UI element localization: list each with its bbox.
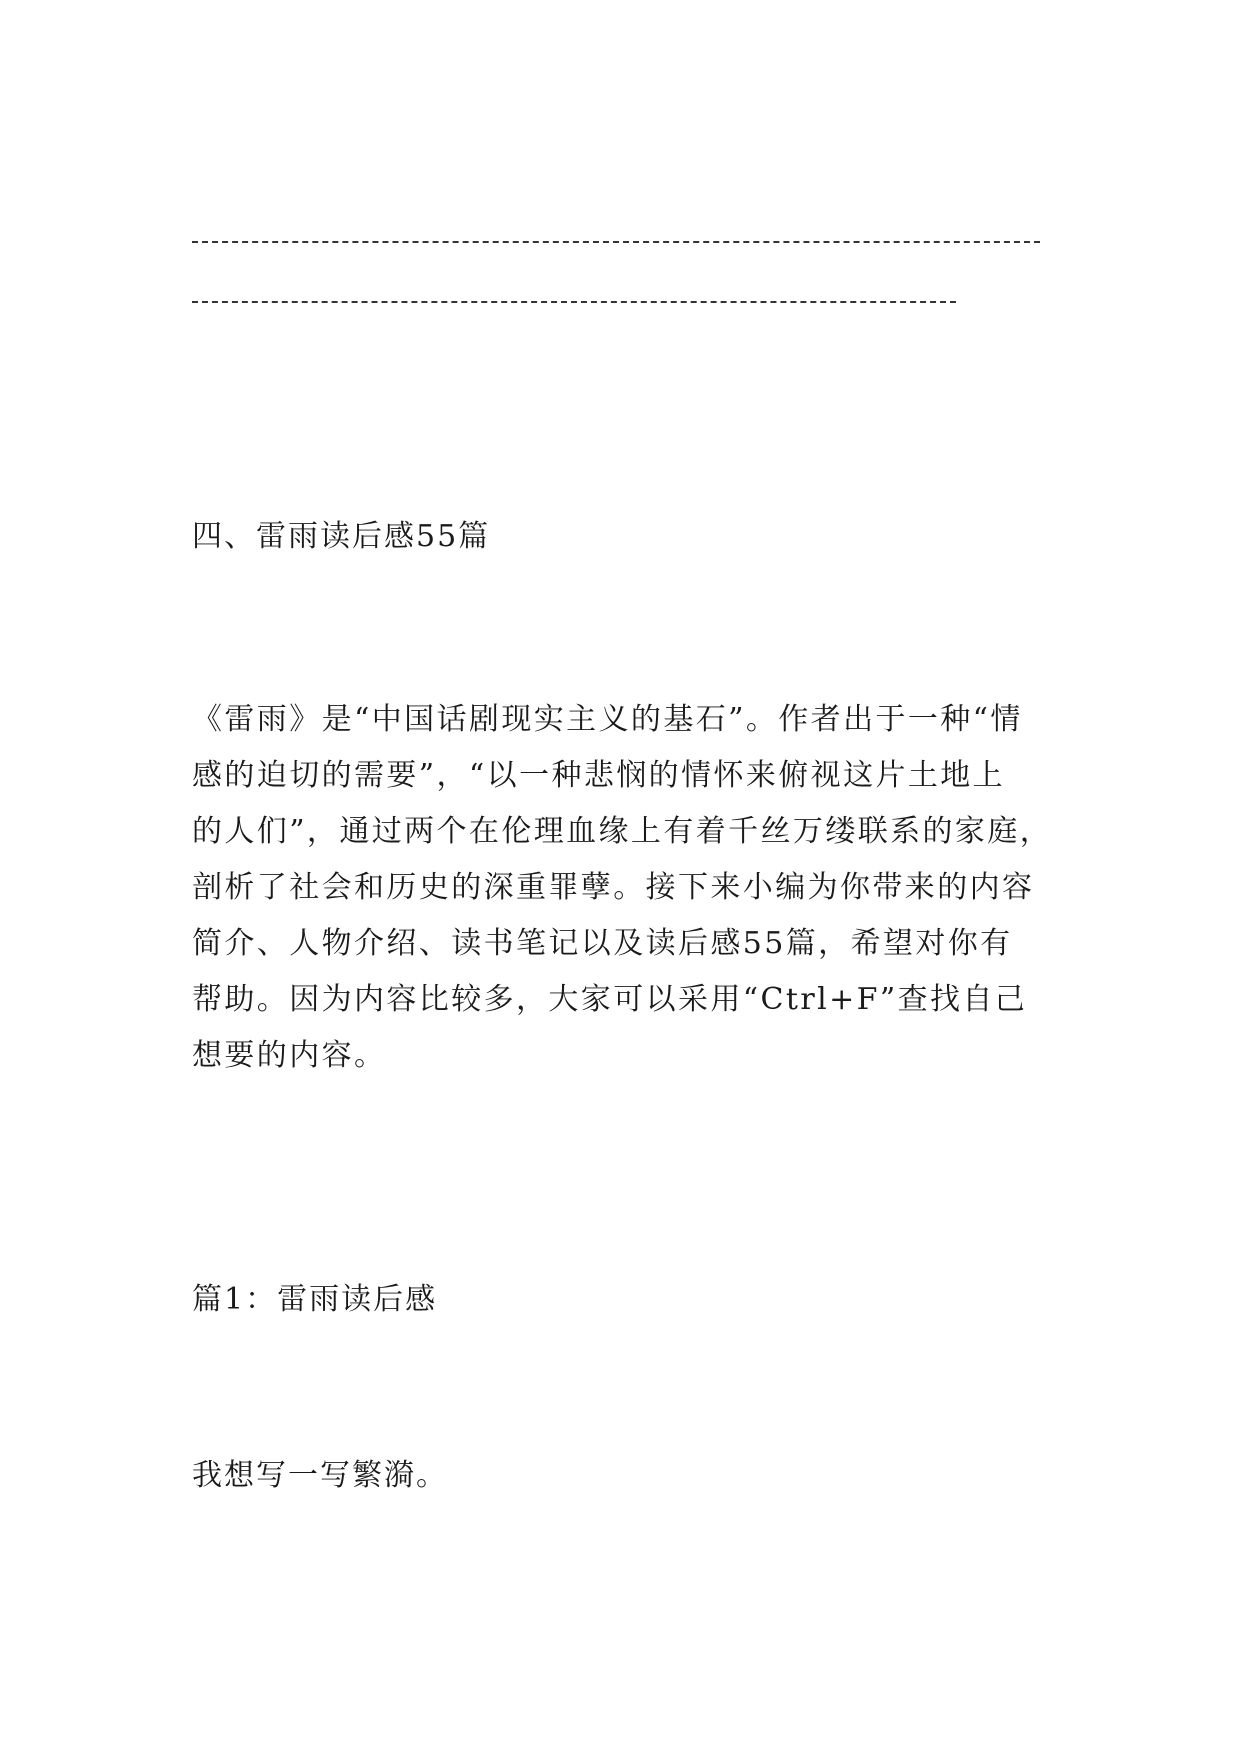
separator-line [192, 301, 956, 303]
intro-paragraph [192, 692, 1062, 1084]
paragraph-line: 的人们”，通过两个在伦理血缘上有着千丝万缕联系的家庭， [192, 814, 1053, 849]
paragraph-line: 感的迫切的需要”，“以一种悲悯的情怀来俯视这片土地上 [192, 758, 1006, 793]
paragraph-line: 《雷雨》是“中国话剧现实主义的基石”。作者出于一种“情 [192, 702, 1023, 737]
paragraph-line: 剖析了社会和历史的深重罪孽。接下来小编为你带来的内容 [192, 870, 1035, 905]
paragraph-line: 想要的内容。 [192, 1038, 387, 1073]
body-paragraph: 我想写一写繁漪。 [192, 1458, 448, 1493]
separator-line [192, 241, 1040, 243]
paragraph-line: 帮助。因为内容比较多，大家可以采用“Ctrl+F”查找自己 [192, 982, 1028, 1017]
paragraph-line: 简介、人物介绍、读书笔记以及读后感55篇，希望对你有 [192, 926, 1013, 961]
section-title: 四、雷雨读后感55篇 [192, 519, 491, 554]
chapter-title: 篇1：雷雨读后感 [192, 1282, 438, 1317]
